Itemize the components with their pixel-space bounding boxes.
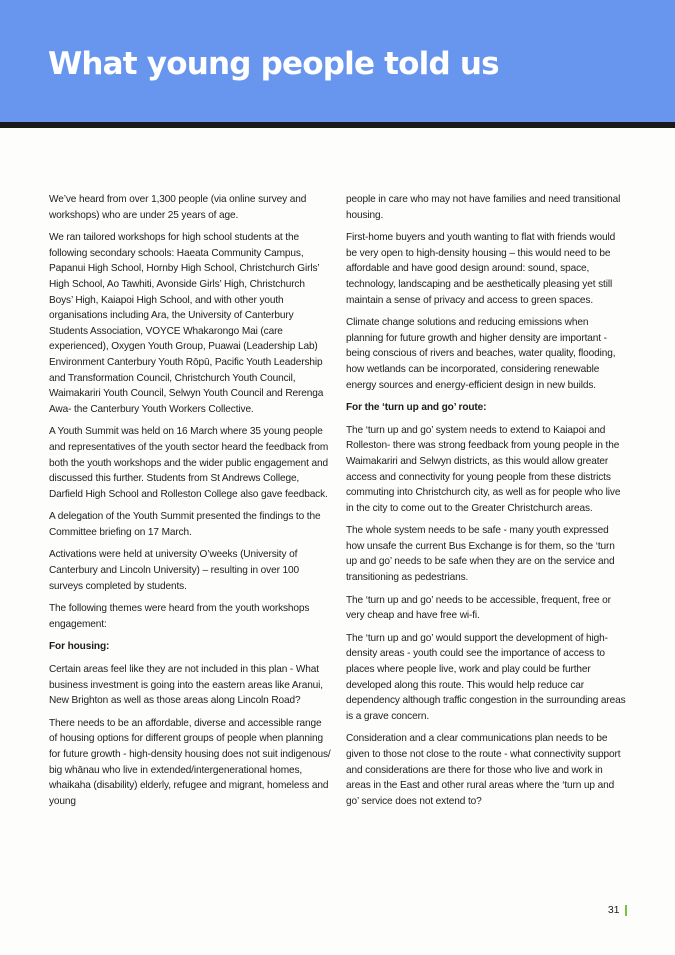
delegation-paragraph: A delegation of the Youth Summit presented the findings to the Committee briefing on 17 March. (49, 511, 321, 538)
page-footer (608, 904, 627, 916)
first-home-paragraph: First-home buyers and youth wanting to flat with friends would be very open to high-density housing – this would need to be affordable and have good design around: sound, space, technology, landscaping and be aesthetically pleasing yet still maintain a sense of privacy and access to green spaces. (346, 232, 616, 306)
right-column (346, 192, 628, 816)
housing-areas-paragraph: Certain areas feel like they are not included in this plan - What business investment is going into the eastern areas like Aranui, New Brighton as well as those areas along Lincoln Road? (49, 664, 323, 707)
housing-options-paragraph: There needs to be an affordable, diverse and accessible range of housing options for different groups of people when planning for future growth - high-density housing does not suit indigenous/ big whānau who live in extended/intergenerational homes, whaikaha (disability) elderly, refugee and migrant, homeless and young (49, 717, 331, 807)
route-access-paragraph: The ‘turn up and go’ needs to be accessible, frequent, free or very cheap and have free wi-fi. (346, 594, 611, 622)
activations-paragraph: Activations were held at university O’weeks (University of Canterbury and Lincoln University) – resulting in over 100 surveys completed by students. (49, 549, 300, 592)
route-extend-paragraph: The ‘turn up and go’ system needs to extend to Kaiapoi and Rolleston- there was strong feedback from young people in the Waimakariri and Selwyn districts, as this would allow greater access and connectivity for young people from these districts commuting into Christchurch city, as well as for people who live in the city to come out to the Greater Christchurch areas. (346, 424, 621, 514)
themes-intro-paragraph: The following themes were heard from the youth workshops engagement: (49, 603, 310, 630)
route-safety-paragraph: The whole system needs to be safe - many youth expressed how unsafe the current Bus Exchange is for them, so the ‘turn up and go’ needs to be safe when they are on the service and transitioning as pedestrians. (346, 525, 615, 584)
route-communications-paragraph: Consideration and a clear communications plan needs to be given to those not close to the route - what connectivity support and considerations are there for those who live and work in areas in the East and other rural areas where the ‘turn up and go’ service does not extend to? (346, 733, 621, 807)
climate-paragraph: Climate change solutions and reducing emissions when planning for future growth and higher density are important - being conscious of rivers and beaches, water quality, flooding, how wetlands can be incorporated, considering renewable energy sources and energy-efficient design in new builds. (346, 317, 616, 391)
header-divider (0, 122, 675, 128)
left-column (49, 192, 331, 816)
workshops-paragraph: We ran tailored workshops for high school students at the following secondary schools: Haeata Community Campus, Papanui High School, Hornby High School, Christchurch Girls’ High School, Ao Tawhiti, Avonside Girls’ High, Christchurch Boys’ High, Kaiapoi High School, and with other youth organisations including Ara, the University of Canterbury Students Association, VOYCE Whakarongo Mai (care experienced), Oxygen Youth Group, Puawai (Leadership Lab) Environment Canterbury Youth Rōpū, Pacific Youth Leadership and Transformation Council, Christchurch Youth Council, Waimakariri Youth Council, Selwyn Youth Council and Rerenga Awa- the Canterbury Youth Workers Collective. (49, 232, 324, 415)
housing-options-continued: people in care who may not have families and need transitional housing. (346, 194, 621, 221)
page-title: What young people told us (48, 46, 499, 82)
route-density-paragraph: The ‘turn up and go’ would support the development of high-density areas - youth could see the importance of access to places where people live, work and play could be further developed along this route. This would help reduce car dependency although traffic congestion in the surrounding areas is a grave concern. (346, 632, 626, 722)
page-accent-bar (625, 905, 628, 916)
header-banner (0, 0, 675, 122)
youth-summit-paragraph: A Youth Summit was held on 16 March where 35 young people and representatives of the youth sector heard the feedback from both the youth workshops and the wider public engagement and discussed this further. Students from St Andrews College, Darfield High School and Rolleston College also gave feedback. (49, 426, 329, 500)
housing-heading: For housing: (49, 641, 110, 653)
intro-paragraph: We’ve heard from over 1,300 people (via online survey and workshops) who are under 25 years of age. (49, 194, 307, 221)
route-heading: For the ‘turn up and go’ route: (346, 402, 487, 414)
page-number: 31 (607, 904, 620, 916)
